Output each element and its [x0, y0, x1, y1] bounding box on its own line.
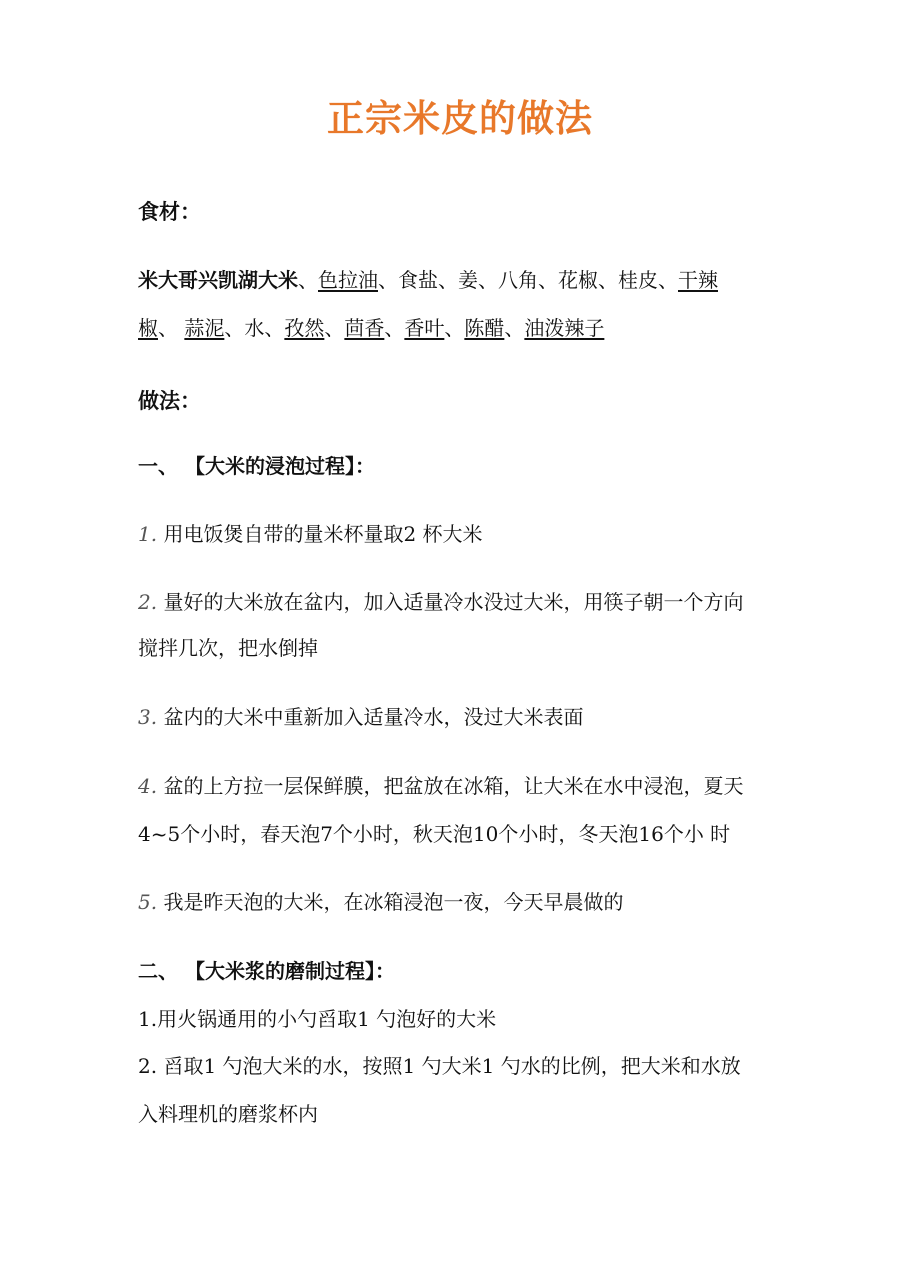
step-text: 舀取1 勺泡大米的水，按照1 勺大米1 勺水的比例，把大米和水放: [163, 1054, 741, 1078]
section-heading-soaking: 一、 【大米的浸泡过程】：: [138, 454, 375, 478]
step-item: [138, 588, 743, 616]
rice-brand: 米大哥兴凯湖大米: [138, 268, 298, 292]
step-item: [138, 772, 743, 800]
step-continuation: 入料理机的磨浆杯内: [138, 1102, 318, 1126]
separator: 、: [384, 316, 405, 340]
step-item: [138, 520, 483, 548]
step-number: 5.: [138, 890, 158, 914]
garlic-paste-link[interactable]: 蒜泥: [184, 316, 225, 340]
step-continuation: 4~5个小时，春天泡7个小时，秋天泡10个小时，冬天泡16个小 时: [138, 822, 731, 846]
ingredients-heading: 食材：: [138, 199, 201, 224]
separator: 、: [504, 316, 525, 340]
separator: 、: [298, 268, 318, 292]
separator: 、: [158, 316, 185, 340]
step-number: 3.: [138, 705, 158, 729]
step-item: [138, 703, 583, 731]
step-item: [138, 888, 623, 916]
step-text: 用火锅通用的小勺舀取1 勺泡好的大米: [157, 1007, 497, 1031]
separator: 、: [324, 316, 345, 340]
step-text: 用电饭煲自带的量米杯量取2 杯大米: [163, 522, 483, 546]
bay-leaf-link[interactable]: 香叶: [404, 316, 445, 340]
page-title: 正宗米皮的做法: [327, 96, 593, 140]
ingredients-text: 、食盐、姜、八角、花椒、桂皮、: [378, 268, 678, 292]
step-text: 我是昨天泡的大米，在冰箱浸泡一夜，今天早晨做的: [163, 890, 624, 914]
dried-chili-link-part2[interactable]: 椒: [138, 316, 158, 340]
step-number: 4.: [138, 774, 158, 798]
step-item: [138, 1005, 496, 1033]
separator: 、: [444, 316, 465, 340]
ingredients-line-2: [138, 314, 604, 342]
dried-chili-link-part1[interactable]: 干辣: [678, 268, 718, 292]
method-heading: 做法：: [138, 388, 201, 413]
step-number: 1.: [138, 1007, 158, 1031]
vinegar-link[interactable]: 陈醋: [464, 316, 505, 340]
ingredients-text: 、水、: [224, 316, 285, 340]
step-number: 2.: [138, 1054, 158, 1078]
section-heading-grinding: 二、 【大米浆的磨制过程】：: [138, 959, 395, 983]
chili-oil-link[interactable]: 油泼辣子: [524, 316, 605, 340]
step-item: [138, 1052, 741, 1080]
step-text: 量好的大米放在盆内，加入适量冷水没过大米，用筷子朝一个方向: [163, 590, 744, 614]
fennel-link[interactable]: 茴香: [344, 316, 385, 340]
ingredients-line-1: [138, 266, 718, 294]
salad-oil-link[interactable]: 色拉油: [318, 268, 378, 292]
step-continuation: 搅拌几次，把水倒掉: [138, 636, 318, 660]
step-text: 盆的上方拉一层保鲜膜，把盆放在冰箱，让大米在水中浸泡，夏天: [163, 774, 744, 798]
cumin-link[interactable]: 孜然: [284, 316, 325, 340]
step-number: 1.: [138, 522, 158, 546]
step-text: 盆内的大米中重新加入适量冷水，没过大米表面: [163, 705, 584, 729]
step-number: 2.: [138, 590, 158, 614]
